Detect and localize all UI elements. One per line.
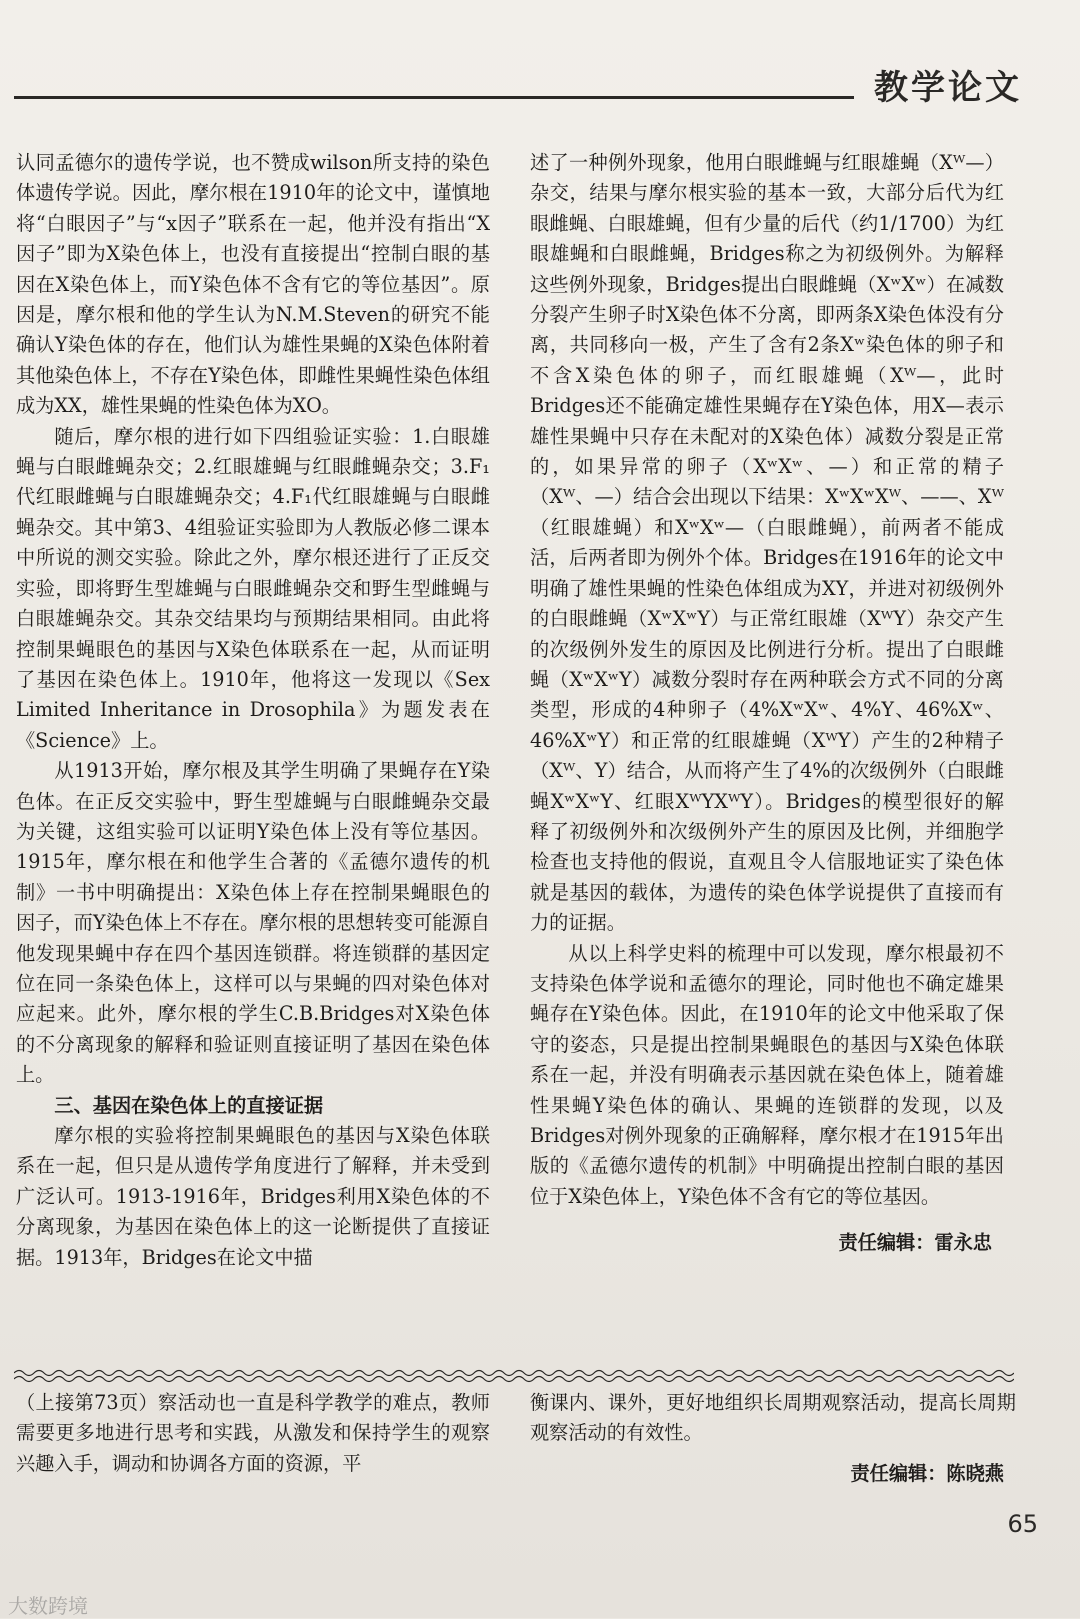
- wavy-divider: [14, 1368, 1014, 1384]
- right-paragraph-2: 从以上科学史料的梳理中可以发现，摩尔根最初不支持染色体学说和孟德尔的理论，同时他也不确定雄果蝇存在Y染色体。因此，在1910年的论文中他采取了保守的姿态，只是提出控制果蝇眼色的基因与X染色体联系在一起，并没有明确表示基因就在染色体上，随着雄性果蝇Y染色体的确认、果蝇的连锁群的发现，以及Bridges对例外现象的正确解释，摩尔根才在1915年出版的《孟德尔遗传的机制》中明确提出控制白眼的基因位于X染色体上，Y染色体不含有它的等位基因。: [530, 941, 1004, 1208]
- left-paragraph-3: 从1913开始，摩尔根及其学生明确了果蝇存在Y染色体。在正反交实验中，野生型雄蝇与白眼雌蝇杂交最为关键，这组实验可以证明Y染色体上没有等位基因。1915年，摩尔根在和他学生合著的《孟德尔遗传的机制》一书中明确提出：X染色体上存在控制果蝇眼色的因子，而Y染色体上不存在。摩尔根的思想转变可能源自他发现果蝇中存在四个基因连锁群。将连锁群的基因定位在同一条染色体上，这样可以与果蝇的四对染色体对应起来。此外，摩尔根的学生C.B.Bridges对X染色体的不分离现象的解释和验证则直接证明了基因在染色体上。: [16, 759, 490, 1087]
- continuation-right-text: 衡课内、课外，更好地组织长周期观察活动，提高长周期观察活动的有效性。: [530, 1391, 1016, 1445]
- section-title: 教学论文: [874, 68, 1022, 108]
- right-paragraph-1: 述了一种例外现象，他用白眼雌蝇与红眼雄蝇（Xᵂ—）杂交，结果与摩尔根实验的基本一致，大部分后代为红眼雌蝇、白眼雄蝇，但有少量的后代（约1/1700）为红眼雄蝇和白眼雌蝇，Bridges称之为初级例外。为解释这些例外现象，Bridges提出白眼雌蝇（XʷXʷ）在减数分裂产生卵子时X染色体不分离，即两条X染色体没有分离，共同移向一极，产生了含有2条Xʷ染色体的卵子和不含X染色体的卵子，而红眼雄蝇（Xᵂ—，此时Bridges还不能确定雄性果蝇存在Y染色体，用X—表示雄性果蝇中只存在未配对的X染色体）减数分裂是正常的，如果异常的卵子（XʷXʷ、—）和正常的精子（Xᵂ、—）结合会出现以下结果：XʷXʷXᵂ、——、Xᵂ（红眼雄蝇）和XʷXʷ—（白眼雌蝇），前两者不能成活，后两者即为例外个体。Bridges在1916年的论文中明确了雄性果蝇的性染色体组成为XY，并进对初级例外的白眼雌蝇（XʷXʷY）与正常红眼雄（XᵂY）杂交产生的次级例外发生的原因及比例进行分析。提出了白眼雌蝇（XʷXʷY）减数分裂时存在两种联会方式不同的分离类型，形成的4种卵子（4%XʷXʷ、4%Y、46%Xʷ、46%XʷY）和正常的红眼雄蝇（XᵂY）产生的2种精子（Xᵂ、Y）结合，从而将产生了4%的次级例外（白眼雌蝇XʷXʷY、红眼XᵂYXᵂY）。Bridges的模型很好的解释了初级例外和次级例外产生的原因及比例，并细胞学检查也支持他的假说，直观且令人信服地证实了染色体就是基因的载体，为遗传的染色体学说提供了直接而有力的证据。: [530, 151, 1004, 935]
- continuation-left-text: （上接第73页）察活动也一直是科学教学的难点，教师需要更多地进行思考和实践，从激发和保持学生的观察兴趣入手，调动和协调各方面的资源，平: [16, 1391, 490, 1475]
- right-column: [530, 148, 1004, 1259]
- responsible-editor: 责任编辑：雷永忠: [838, 1231, 992, 1255]
- continuation-left: [16, 1388, 490, 1479]
- left-column: [16, 148, 490, 1273]
- watermark: 大数跨境: [8, 1594, 88, 1618]
- left-paragraph-2: 随后，摩尔根的进行如下四组验证实验：1.白眼雄蝇与白眼雌蝇杂交；2.红眼雄蝇与红眼雌蝇杂交；3.F₁代红眼雌蝇与白眼雄蝇杂交；4.F₁代红眼雄蝇与白眼雌蝇杂交。其中第3、4组验证实验即为人教版必修二课本中所说的测交实验。除此之外，摩尔根还进行了正反交实验，即将野生型雄蝇与白眼雌蝇杂交和野生型雌蝇与白眼雄蝇杂交。其杂交结果均与预期结果相同。由此将控制果蝇眼色的基因与X染色体联系在一起，从而证明了基因在染色体上。1910年，他将这一发现以《Sex Limited Inheritance in Drosophila》为题发表在《Science》上。: [16, 424, 490, 752]
- page-number: 65: [1007, 1510, 1038, 1538]
- continuation-right: [530, 1388, 1016, 1489]
- header-rule: [14, 96, 854, 99]
- continuation-editor: 责任编辑：陈晓燕: [850, 1461, 1004, 1485]
- left-paragraph-4: 摩尔根的实验将控制果蝇眼色的基因与X染色体联系在一起，但只是从遗传学角度进行了解释，并未受到广泛认可。1913-1916年，Bridges利用X染色体的不分离现象，为基因在染色体上的这一论断提供了直接证据。1913年，Bridges在论文中描: [16, 1124, 490, 1269]
- left-paragraph-1: 认同孟德尔的遗传学说，也不赞成wilson所支持的染色体遗传学说。因此，摩尔根在1910年的论文中，谨慎地将“白眼因子”与“x因子”联系在一起，他并没有指出“X因子”即为X染色体上，也没有直接提出“控制白眼的基因在X染色体上，而Y染色体不含有它的等位基因”。原因是，摩尔根和他的学生认为N.M.Steven的研究不能确认Y染色体的存在，他们认为雄性果蝇的X染色体附着其他染色体上，不存在Y染色体，即雌性果蝇性染色体组成为XX，雄性果蝇的性染色体为XO。: [16, 151, 490, 418]
- section-subheading: 三、基因在染色体上的直接证据: [54, 1093, 324, 1117]
